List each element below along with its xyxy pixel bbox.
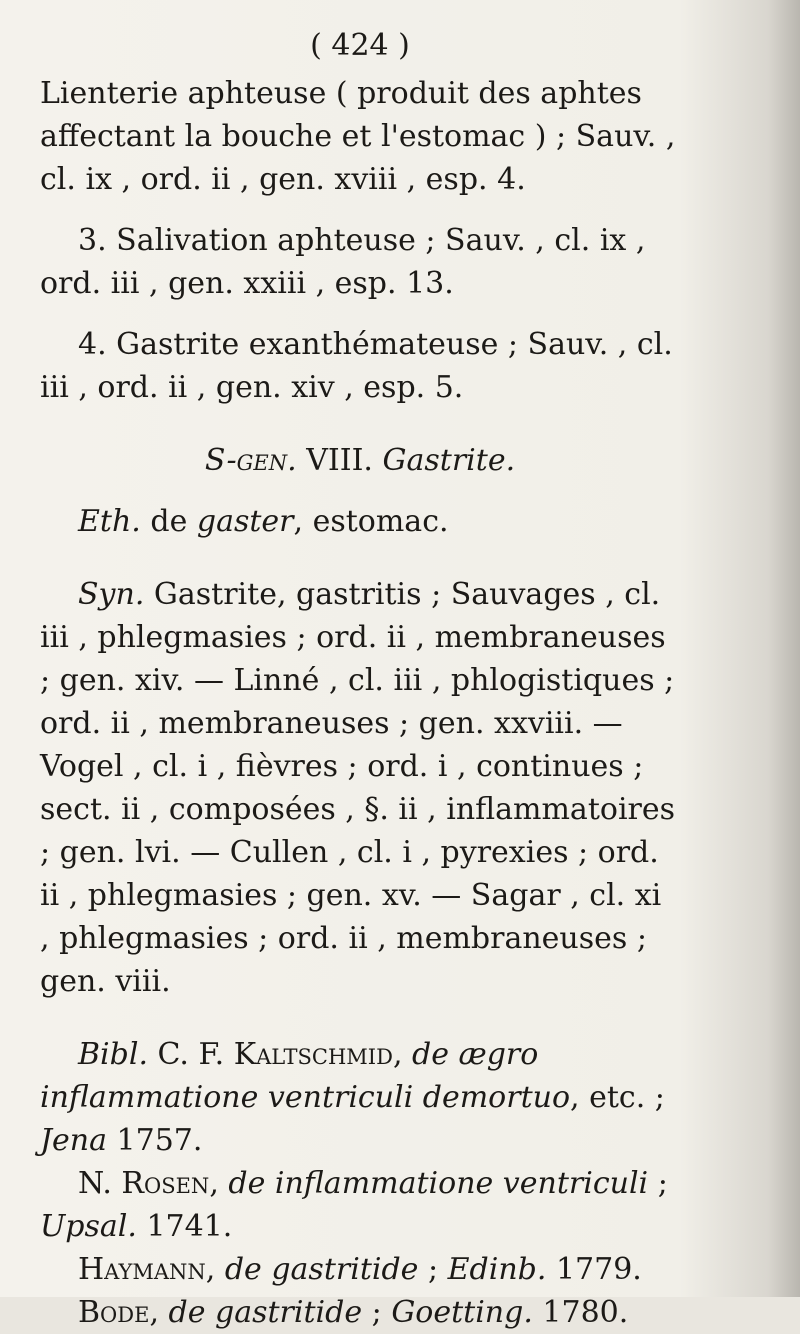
synonyms xyxy=(40,573,680,1003)
heading-name: Gastrite. xyxy=(382,443,516,478)
heading-number: VIII. xyxy=(306,443,373,478)
bib-title: de gastritide xyxy=(224,1252,419,1287)
bib-title: de gastritide xyxy=(168,1295,363,1330)
synonyms-text: Gastrite, gastritis ; Sauvages , cl. iii , phlegmasies ; ord. ii , membraneuses ; gen. xiv. — Linné , cl. iii , phlogistiques ; ord. ii , membraneuses ; gen. xxviii. — Vogel , cl. i , fièvres ; ord. i , continues ; sect. ii , composées , §. ii , inflammatoires ; gen. lvi. — Cullen , cl. i , pyrexies ; ord. ii , phlegmasies ; gen. xv. — Sagar , cl. xi , phlegmasies ; ord. ii , membraneuses ; gen. viii. xyxy=(40,577,676,999)
etymology-word: gaster xyxy=(196,504,294,539)
bib-rest: ; xyxy=(371,1295,382,1330)
bibliography-entry: N. Rosen, de inflammatione ventriculi ; Upsal. 1741. xyxy=(40,1166,668,1244)
bib-place: Edinb. xyxy=(447,1252,547,1287)
bib-place: Goetting. xyxy=(391,1295,533,1330)
etymology-gloss: , estomac. xyxy=(293,504,449,539)
bib-rest: , etc. ; xyxy=(570,1080,665,1115)
bib-rest: ; xyxy=(657,1166,668,1201)
etymology-label: Eth. xyxy=(78,504,141,539)
bibliography-label: Bibl. xyxy=(78,1037,148,1072)
etymology-prep: de xyxy=(150,504,188,539)
bib-year: 1757. xyxy=(116,1123,203,1158)
paragraph-salivation: 3. Salivation aphteuse ; Sauv. , cl. ix , ord. iii , gen. xxiii , esp. 13. xyxy=(40,223,646,301)
bib-year: 1779. xyxy=(555,1252,642,1287)
bib-author: Haymann xyxy=(78,1252,206,1287)
bib-place: Jena xyxy=(40,1123,107,1158)
bibliography-entry: Bode, de gastritide ; Goetting. 1780. xyxy=(78,1295,629,1330)
bib-year: 1741. xyxy=(146,1209,233,1244)
synonyms-label: Syn. xyxy=(78,577,145,612)
bib-author: C. F. Kaltschmid xyxy=(157,1037,393,1072)
etymology xyxy=(40,500,680,543)
page-number: ( 424 ) xyxy=(310,28,410,63)
bibliography-entry: Haymann, de gastritide ; Edinb. 1779. xyxy=(78,1252,642,1287)
bib-year: 1780. xyxy=(542,1295,629,1330)
paragraph-lienterie: Lienterie aphteuse ( produit des aphtes affectant la bouche et l'estomac ) ; Sauv. , cl. ix , ord. ii , gen. xviii , esp. 4. xyxy=(40,76,676,197)
bib-title: de inflammatione ventriculi xyxy=(228,1166,649,1201)
paragraph-gastrite-exanthemateuse: 4. Gastrite exanthémateuse ; Sauv. , cl. iii , ord. ii , gen. xiv , esp. 5. xyxy=(40,327,673,405)
heading-prefix: S-gen. xyxy=(204,443,297,478)
bib-rest: ; xyxy=(427,1252,439,1287)
page-body xyxy=(40,72,680,1334)
bib-author: Bode xyxy=(78,1295,150,1330)
bib-author: N. Rosen xyxy=(78,1166,210,1201)
bibliography-entry: Bibl. C. F. Kaltschmid, de ægro inflammatione ventriculi demortuo, etc. ; Jena 1757. xyxy=(40,1037,665,1158)
bib-title: de ægro inflammatione ventriculi demortuo xyxy=(40,1037,571,1115)
section-heading xyxy=(40,439,680,482)
bib-place: Upsal. xyxy=(40,1209,137,1244)
